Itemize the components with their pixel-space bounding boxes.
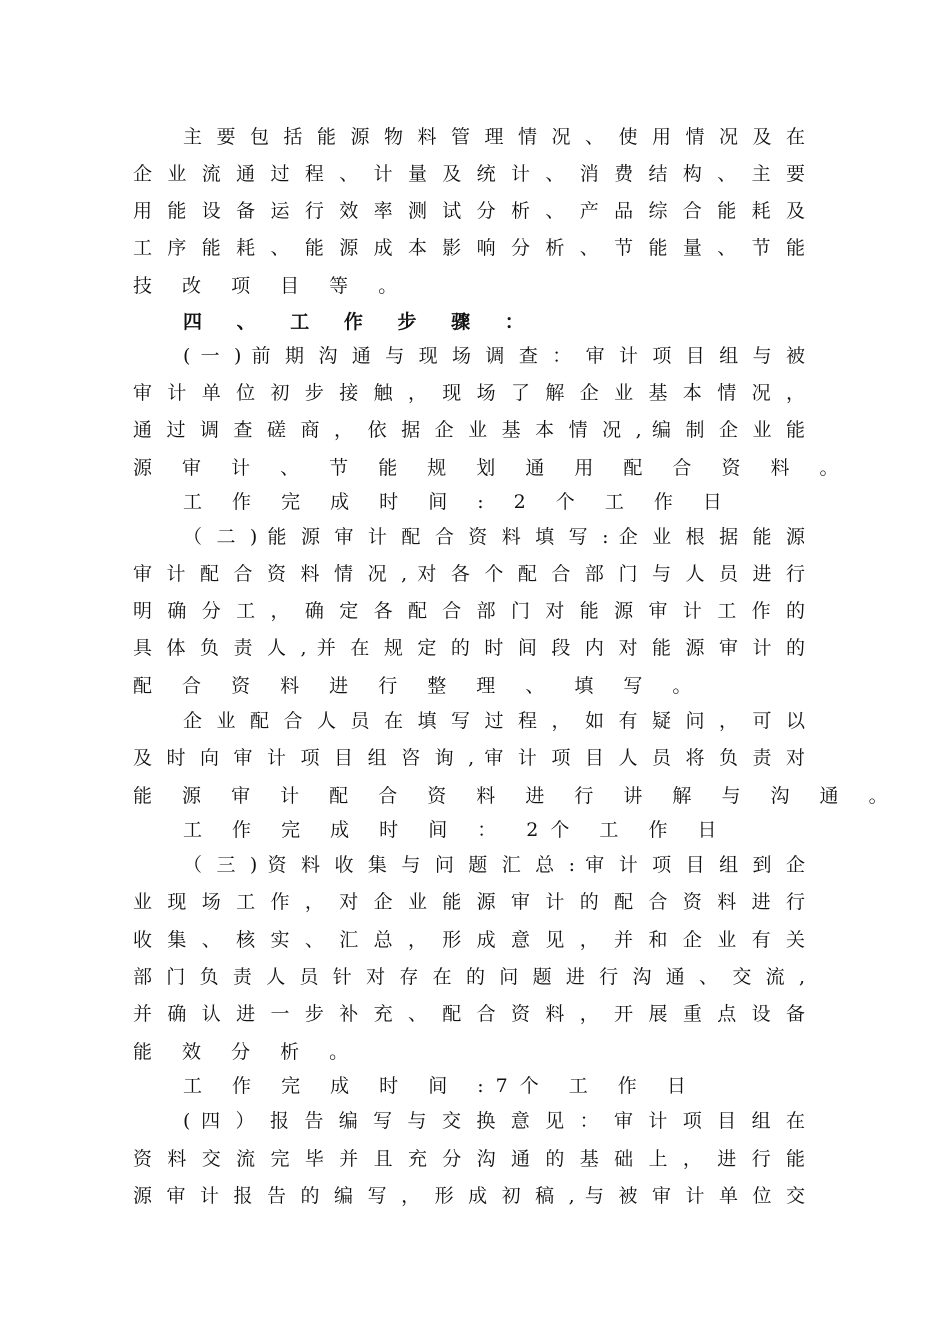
text-line: 配 合 资 料 进 行 整 理 、 填 写 。 — [133, 675, 704, 697]
text-line: 收 集 、 核 实 、 汇 总 ， 形 成 意 见 ， 并 和 企 业 有 关 — [133, 929, 805, 951]
text-line: 企 业 流 通 过 程 、 计 量 及 统 计 、 消 费 结 构 、 主 要 — [133, 163, 805, 185]
text-line: ( 一 ) 前 期 沟 通 与 现 场 调 查 ： 审 计 项 目 组 与 被 — [183, 345, 805, 367]
text-line: 审 计 配 合 资 料 情 况 , 对 各 个 配 合 部 门 与 人 员 进 行 — [133, 563, 805, 585]
text-line: 主 要 包 括 能 源 物 料 管 理 情 况 、 使 用 情 况 及 在 — [183, 126, 805, 148]
text-line: 工 序 能 耗 、 能 源 成 本 影 响 分 析 、 节 能 量 、 节 能 — [133, 237, 805, 259]
text-line: ( 四 ） 报 告 编 写 与 交 换 意 见 ： 审 计 项 目 组 在 — [183, 1110, 805, 1132]
completion-time: 工 作 完 成 时 间 :7个 工 作 日 — [183, 1075, 698, 1097]
text-line: 审 计 单 位 初 步 接 触 ， 现 场 了 解 企 业 基 本 情 况 ， — [133, 382, 805, 404]
text-line: 源 审 计 、 节 能 规 划 通 用 配 合 资 料 。 — [133, 457, 851, 479]
text-line: 能 效 分 析 。 — [133, 1041, 361, 1063]
text-line: 具 体 负 责 人 , 并 在 规 定 的 时 间 段 内 对 能 源 审 计 的 — [133, 637, 805, 659]
text-line: 能 源 审 计 配 合 资 料 进 行 讲 解 与 沟 通 。 — [133, 785, 900, 807]
text-line: 及 时 向 审 计 项 目 组 咨 询 , 审 计 项 目 人 员 将 负 责 对 — [133, 747, 805, 769]
text-line: 企 业 配 合 人 员 在 填 写 过 程 ， 如 有 疑 问 ， 可 以 — [183, 710, 805, 732]
text-line: （ 二 ) 能 源 审 计 配 合 资 料 填 写 : 企 业 根 据 能 源 — [183, 526, 805, 548]
text-line: 部 门 负 责 人 员 针 对 存 在 的 问 题 进 行 沟 通 、 交 流 , — [133, 966, 805, 988]
completion-time: 工 作 完 成 时 间 : 2 个 工 作 日 — [183, 491, 734, 513]
text-line: 明 确 分 工 ， 确 定 各 配 合 部 门 对 能 源 审 计 工 作 的 — [133, 600, 805, 622]
text-line: 技 改 项 目 等 。 — [133, 275, 410, 297]
text-line: 源 审 计 报 告 的 编 写 ， 形 成 初 稿 , 与 被 审 计 单 位 交 — [133, 1185, 805, 1207]
text-line: 并 确 认 进 一 步 补 充 、 配 合 资 料 ， 开 展 重 点 设 备 — [133, 1003, 805, 1025]
text-line: 资 料 交 流 完 毕 并 且 充 分 沟 通 的 基 础 上 ， 进 行 能 — [133, 1148, 805, 1170]
text-line: 通 过 调 查 磋 商 ， 依 据 企 业 基 本 情 况 , 编 制 企 业 能 — [133, 419, 805, 441]
text-line: （ 三 ) 资 料 收 集 与 问 题 汇 总 : 审 计 项 目 组 到 企 — [183, 854, 805, 876]
completion-time: 工 作 完 成 时 间 ： 2个 工 作 日 — [183, 819, 729, 841]
text-line: 用 能 设 备 运 行 效 率 测 试 分 析 、 产 品 综 合 能 耗 及 — [133, 200, 805, 222]
text-line: 业 现 场 工 作 ， 对 企 业 能 源 审 计 的 配 合 资 料 进 行 — [133, 891, 805, 913]
section-heading: 四 、 工 作 步 骤 ： — [183, 311, 538, 333]
